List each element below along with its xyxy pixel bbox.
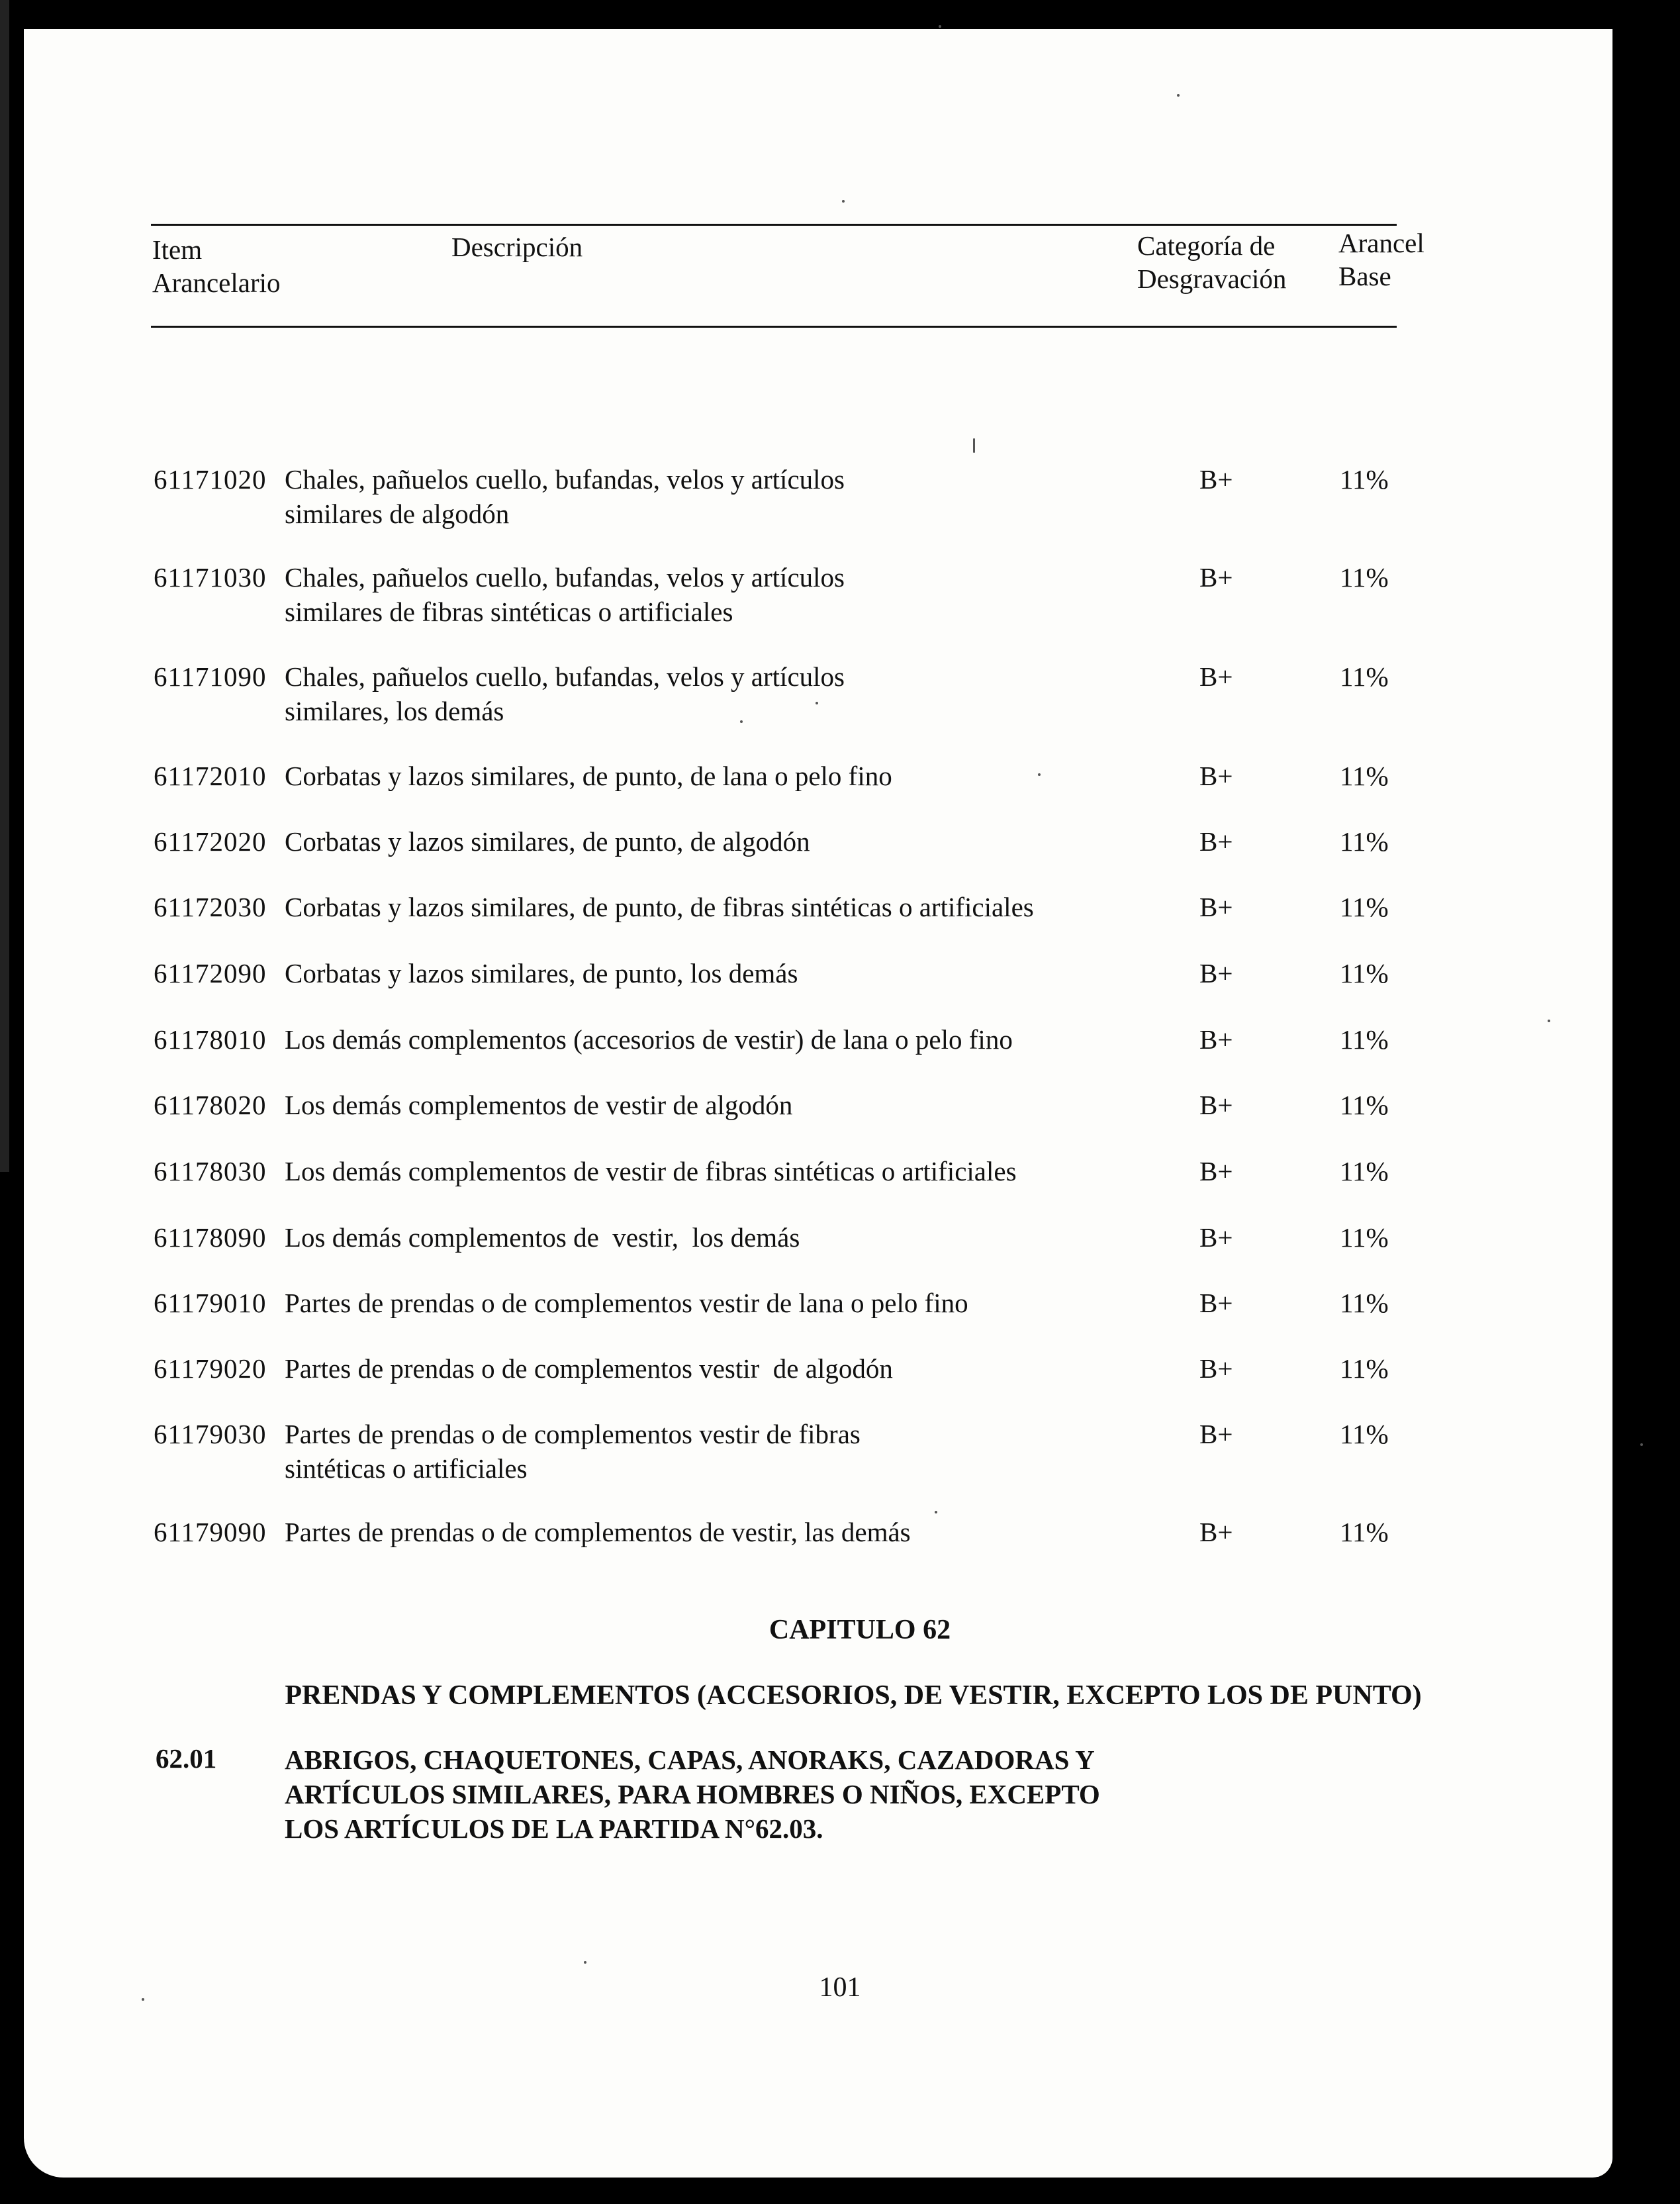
base-rate: 11% [1340, 761, 1389, 791]
item-code: 61171020 [154, 464, 267, 495]
item-description [285, 759, 1079, 793]
base-rate: 11% [1340, 1222, 1389, 1253]
item-code: 61172030 [154, 892, 267, 922]
chapter-title: CAPITULO 62 [769, 1615, 951, 1645]
item-description [285, 1220, 1079, 1255]
item-code: 61172010 [154, 761, 267, 791]
category: B+ [1199, 1222, 1233, 1253]
category: B+ [1199, 1024, 1233, 1055]
item-description [285, 1154, 1079, 1188]
description-line: Corbatas y lazos similares, de punto, de algodón [285, 826, 810, 857]
item-code: 61179010 [154, 1288, 267, 1318]
category: B+ [1199, 892, 1233, 922]
description-line: similares de fibras sintéticas o artificiales [285, 597, 733, 627]
base-rate: 11% [1340, 562, 1389, 593]
chapter-subtitle: PRENDAS Y COMPLEMENTOS (ACCESORIOS, DE VESTIR, EXCEPTO LOS DE PUNTO) [285, 1680, 1422, 1711]
item-description [285, 824, 1079, 859]
item-code: 61178030 [154, 1156, 267, 1186]
item-header [152, 233, 281, 299]
category: B+ [1199, 562, 1233, 593]
item-code: 61179020 [154, 1353, 267, 1384]
base-rate: 11% [1340, 958, 1389, 988]
scan-speck [1177, 94, 1180, 97]
heading-line: ABRIGOS, CHAQUETONES, CAPAS, ANORAKS, CAZADORAS Y [285, 1745, 1095, 1775]
base-rate: 11% [1340, 826, 1389, 857]
description-header: Descripción [451, 232, 583, 262]
description-line: Corbatas y lazos similares, de punto, de lana o pelo fino [285, 761, 892, 791]
base-rate: 11% [1340, 661, 1389, 692]
description-line: Los demás complementos de vestir de fibras sintéticas o artificiales [285, 1156, 1017, 1186]
description-line: Los demás complementos de vestir de algodón [285, 1090, 793, 1120]
heading-line: ARTÍCULOS SIMILARES, PARA HOMBRES O NIÑOS, EXCEPTO [285, 1779, 1100, 1809]
item-code: 61178090 [154, 1222, 267, 1253]
category: B+ [1199, 1517, 1233, 1547]
item-description [285, 659, 1079, 728]
rate-header [1338, 226, 1424, 293]
description-line: Los demás complementos de vestir, los demás [285, 1222, 800, 1253]
item-header-line1: Item [152, 234, 203, 265]
category: B+ [1199, 826, 1233, 857]
scan-speck [142, 1998, 144, 2001]
base-rate: 11% [1340, 1353, 1389, 1384]
item-description [285, 1417, 1079, 1486]
description-line: Los demás complementos (accesorios de vestir) de lana o pelo fino [285, 1024, 1013, 1055]
category: B+ [1199, 661, 1233, 692]
description-line: Chales, pañuelos cuello, bufandas, velos y artículos [285, 661, 845, 692]
rate-header-line2: Base [1338, 261, 1391, 291]
item-description [285, 956, 1079, 990]
category: B+ [1199, 761, 1233, 791]
item-code: 61179030 [154, 1419, 267, 1449]
item-description [285, 1515, 1079, 1549]
scan-speck [1548, 1020, 1550, 1022]
description-line: Partes de prendas o de complementos vestir de lana o pelo fino [285, 1288, 968, 1318]
category: B+ [1199, 1288, 1233, 1318]
base-rate: 11% [1340, 892, 1389, 922]
description-line: Chales, pañuelos cuello, bufandas, velos y artículos [285, 562, 845, 593]
base-rate: 11% [1340, 1419, 1389, 1449]
scan-speck [740, 720, 743, 723]
item-description [285, 1088, 1079, 1122]
scan-speck [935, 1511, 937, 1513]
item-description [285, 1286, 1079, 1320]
item-description [285, 462, 1079, 531]
category: B+ [1199, 1090, 1233, 1120]
heading-line: LOS ARTÍCULOS DE LA PARTIDA N°62.03. [285, 1813, 823, 1844]
description-line: Corbatas y lazos similares, de punto, de fibras sintéticas o artificiales [285, 892, 1034, 922]
item-description [285, 890, 1079, 924]
scan-speck [842, 200, 845, 203]
base-rate: 11% [1340, 1156, 1389, 1186]
rate-header-line1: Arancel [1338, 228, 1424, 258]
description-line: Partes de prendas o de complementos de vestir, las demás [285, 1517, 911, 1547]
category: B+ [1199, 464, 1233, 495]
base-rate: 11% [1340, 1090, 1389, 1120]
scan-edge [0, 0, 9, 1172]
item-code: 61171030 [154, 562, 267, 593]
description-line: similares, los demás [285, 696, 504, 726]
description-line: Partes de prendas o de complementos vestir de algodón [285, 1353, 893, 1384]
item-description [285, 1022, 1079, 1057]
category: B+ [1199, 958, 1233, 988]
category: B+ [1199, 1353, 1233, 1384]
category-header-line1: Categoría de [1137, 230, 1276, 261]
category-header [1137, 229, 1286, 295]
item-code: 61178020 [154, 1090, 267, 1120]
description-line: similares de algodón [285, 499, 510, 529]
header-bottom-rule [151, 326, 1397, 328]
scan-speck [973, 438, 975, 453]
item-code: 61179090 [154, 1517, 267, 1547]
item-header-line2: Arancelario [152, 267, 281, 298]
item-description [285, 1351, 1079, 1386]
base-rate: 11% [1340, 1288, 1389, 1318]
category: B+ [1199, 1419, 1233, 1449]
base-rate: 11% [1340, 1517, 1389, 1547]
item-description [285, 560, 1079, 629]
scan-speck [1640, 1443, 1643, 1446]
scan-speck [1038, 773, 1041, 776]
scan-speck [939, 25, 941, 28]
heading-description [285, 1743, 1145, 1846]
base-rate: 11% [1340, 464, 1389, 495]
item-code: 61172020 [154, 826, 267, 857]
page-number: 101 [819, 1972, 861, 2003]
item-code: 61172090 [154, 958, 267, 988]
category: B+ [1199, 1156, 1233, 1186]
heading-number: 62.01 [156, 1743, 217, 1774]
scan-speck [816, 702, 818, 704]
description-line: sintéticas o artificiales [285, 1453, 528, 1484]
item-code: 61178010 [154, 1024, 267, 1055]
description-line: Corbatas y lazos similares, de punto, los demás [285, 958, 798, 988]
header-top-rule [151, 224, 1397, 226]
base-rate: 11% [1340, 1024, 1389, 1055]
description-line: Partes de prendas o de complementos vestir de fibras [285, 1419, 861, 1449]
item-code: 61171090 [154, 661, 267, 692]
category-header-line2: Desgravación [1137, 264, 1287, 294]
description-line: Chales, pañuelos cuello, bufandas, velos y artículos [285, 464, 845, 495]
scan-speck [584, 1961, 586, 1964]
